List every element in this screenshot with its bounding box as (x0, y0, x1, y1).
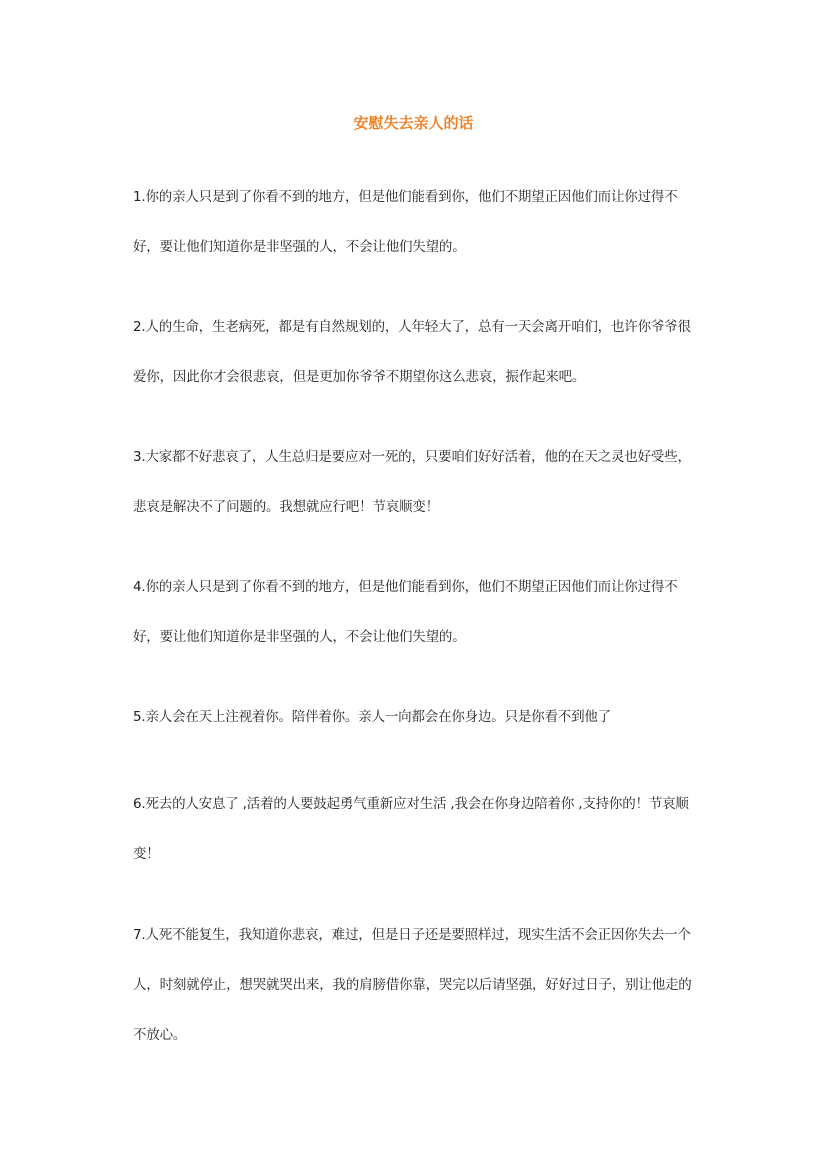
paragraph-3: 3.大家都不好悲哀了，人生总归是要应对一死的，只要咱们好好活着，他的在天之灵也好受些，悲哀是解决不了问题的。我想就应行吧！节哀顺变！ (133, 449, 691, 515)
document-title: 安慰失去亲人的话 (353, 114, 474, 132)
paragraph-4: 4.你的亲人只是到了你看不到的地方，但是他们能看到你，他们不期望正因他们而让你过得不好，要让他们知道你是非坚强的人，不会让他们失望的。 (133, 579, 678, 645)
paragraph-5: 5.亲人会在天上注视着你。陪伴着你。亲人一向都会在你身边。只是你看不到他了 (133, 709, 611, 725)
paragraph-2: 2.人的生命，生老病死，都是有自然规划的，人年轻大了，总有一天会离开咱们，也许你爷爷很爱你，因此你才会很悲哀，但是更加你爷爷不期望你这么悲哀，振作起来吧。 (133, 319, 691, 385)
paragraph-7: 7.人死不能复生，我知道你悲哀，难过，但是日子还是要照样过，现实生活不会正因你失去一个人，时刻就停止，想哭就哭出来，我的肩膀借你靠，哭完以后请坚强，好好过日子，别让他走的不放心。 (133, 927, 692, 1043)
paragraph-1: 1.你的亲人只是到了你看不到的地方，但是他们能看到你，他们不期望正因他们而让你过得不好，要让他们知道你是非坚强的人，不会让他们失望的。 (133, 189, 678, 255)
paragraph-6: 6.死去的人安息了 ,活着的人要鼓起勇气重新应对生活 ,我会在你身边陪着你 ,支持你的！节哀顺变！ (133, 796, 689, 862)
